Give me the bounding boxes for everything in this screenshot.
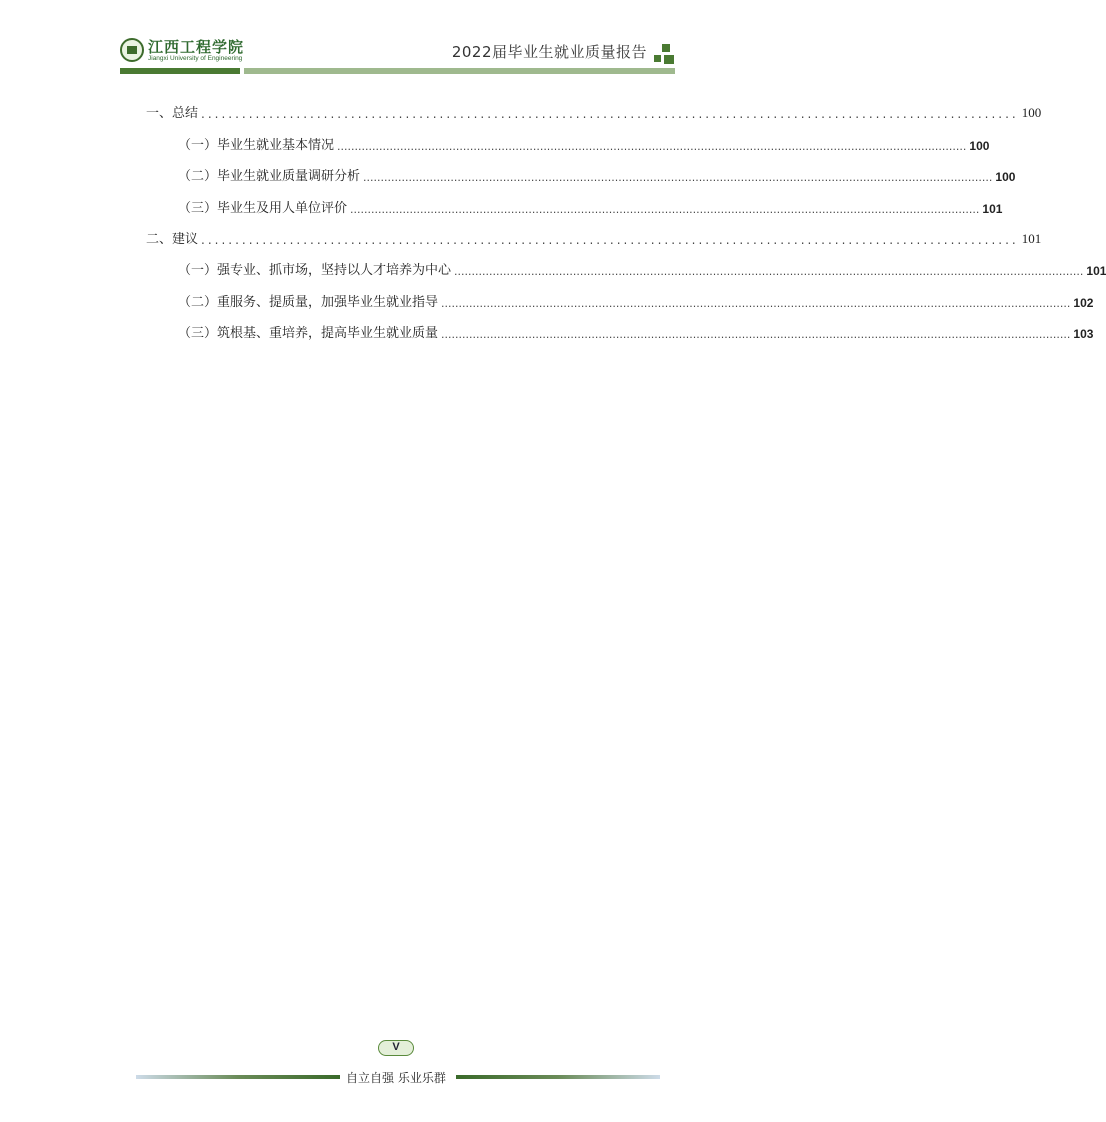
page-header bbox=[0, 0, 793, 80]
toc-entry-page: 101 bbox=[1086, 264, 1106, 278]
toc-entry-page: 100 bbox=[995, 170, 1016, 184]
header-rule-light bbox=[244, 68, 675, 74]
footer-rule-right bbox=[456, 1075, 660, 1079]
toc-entry-page: 103 bbox=[1073, 327, 1094, 341]
toc-leader: .................................................................................................................................................................................... bbox=[454, 265, 1084, 278]
toc-entry[interactable] bbox=[146, 103, 1042, 121]
toc-entry-label: （三）毕业生及用人单位评价 bbox=[178, 201, 348, 216]
footer-rule-left bbox=[136, 1075, 340, 1079]
toc-leader: .................................................................................................................................................................................... bbox=[441, 297, 1071, 310]
toc-entry[interactable] bbox=[178, 260, 1106, 278]
toc-entry-label: （三）筑根基、重培养，提高毕业生就业质量 bbox=[178, 326, 439, 341]
emblem-book-shape bbox=[127, 46, 137, 54]
toc-entry[interactable] bbox=[178, 166, 1016, 184]
toc-entry[interactable] bbox=[178, 292, 1094, 310]
toc-entry-page: 100 bbox=[1021, 105, 1042, 120]
toc-leader: .................................................................................................................................................................................... bbox=[350, 203, 980, 216]
toc-entry-page: 100 bbox=[969, 139, 990, 153]
toc-entry-page: 102 bbox=[1073, 296, 1094, 310]
toc-entry-label: （一）毕业生就业基本情况 bbox=[178, 138, 335, 153]
page-number-badge: V bbox=[378, 1040, 414, 1056]
school-name-english: Jiangxi University of Engineering bbox=[148, 55, 243, 62]
toc-entry[interactable] bbox=[178, 135, 990, 153]
toc-leader: ........................................................................................................................ bbox=[201, 107, 1019, 121]
toc-leader: .................................................................................................................................................................................... bbox=[363, 171, 993, 184]
toc-leader: ........................................................................................................................ bbox=[201, 233, 1019, 247]
toc-entry-label: 二、建议 bbox=[146, 232, 199, 247]
toc-entry-label: 一、总结 bbox=[146, 106, 199, 121]
toc-leader: .................................................................................................................................................................................... bbox=[441, 328, 1071, 341]
report-title: 2022届毕业生就业质量报告 bbox=[451, 43, 647, 61]
school-name: 江西工程学院 bbox=[148, 38, 245, 56]
toc-entry[interactable] bbox=[146, 229, 1042, 247]
toc-entry-label: （二）毕业生就业质量调研分析 bbox=[178, 169, 361, 184]
decorative-squares-icon bbox=[654, 44, 674, 64]
toc-entry-page: 101 bbox=[982, 202, 1003, 216]
toc-entry[interactable] bbox=[178, 323, 1094, 341]
toc-entry-label: （一）强专业、抓市场，坚持以人才培养为中心 bbox=[178, 263, 452, 278]
toc-entry-label: （二）重服务、提质量，加强毕业生就业指导 bbox=[178, 295, 439, 310]
school-emblem-icon bbox=[120, 38, 144, 62]
toc-entry[interactable] bbox=[178, 198, 1003, 216]
footer-motto: 自立自强 乐业乐群 bbox=[346, 1071, 446, 1085]
toc-entry-page: 101 bbox=[1021, 231, 1042, 246]
toc-leader: .................................................................................................................................................................................... bbox=[337, 140, 967, 153]
header-rule-dark bbox=[120, 68, 240, 74]
